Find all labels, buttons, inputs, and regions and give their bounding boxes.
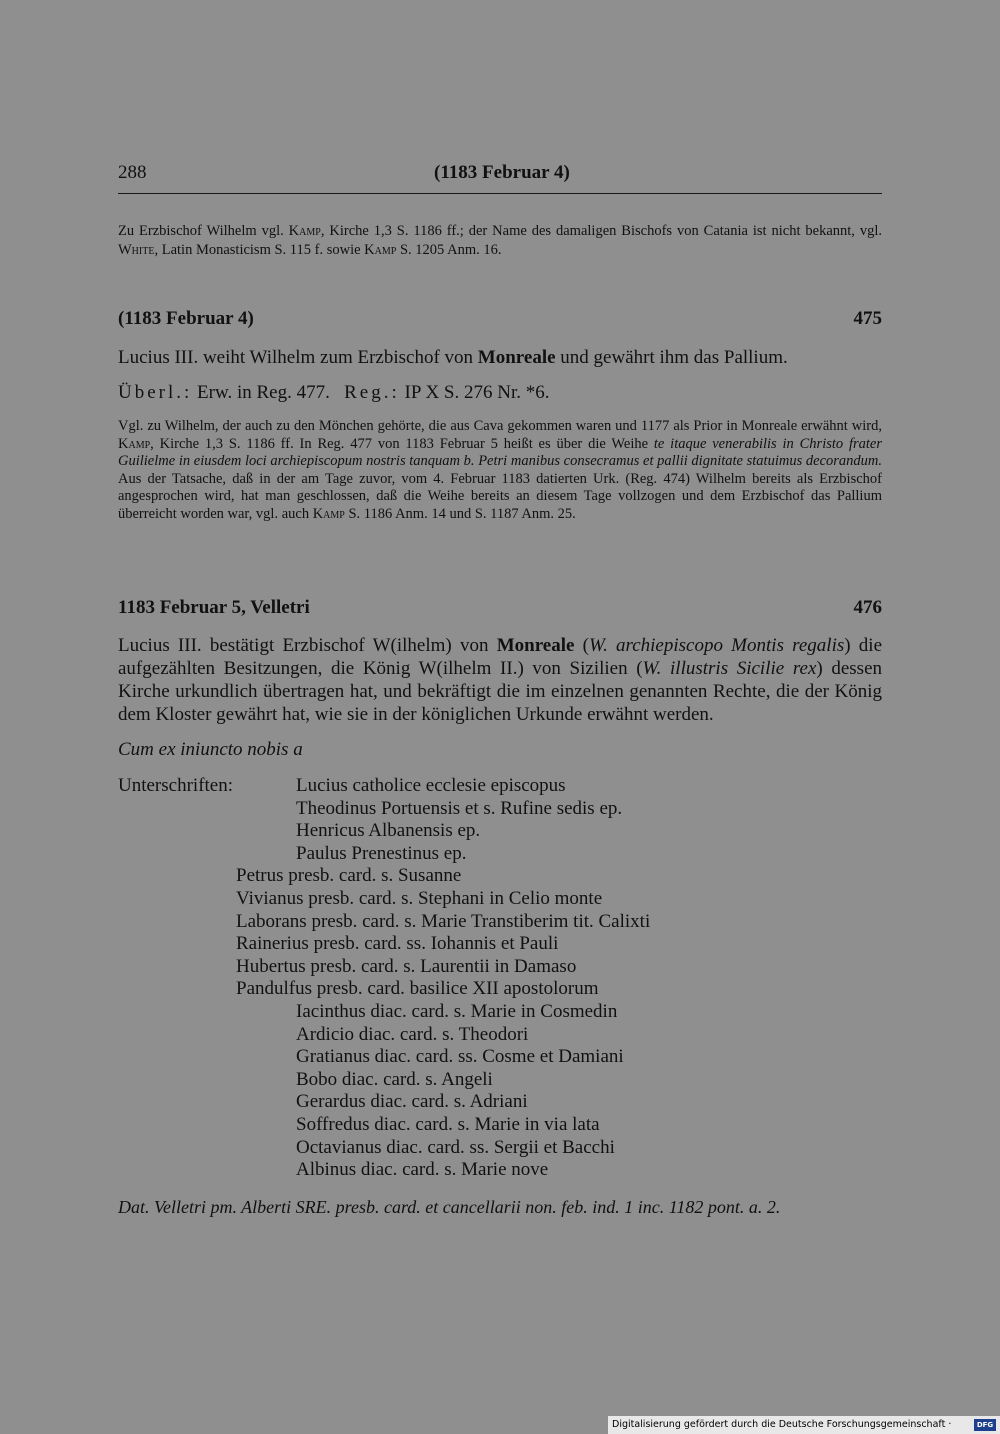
- header-rule: [118, 193, 882, 194]
- latin-quote: te itaque venerabilis in Christo frater Guilielme in eiusdem loci archiepiscopum nostris tanquam b. Petri manibus consecramus et pallii dignitate statuimus decorandum.: [118, 435, 883, 470]
- author-kamp: Kamp: [288, 223, 321, 239]
- author-kamp: Kamp: [118, 435, 151, 452]
- signature-line: Theodinus Portuensis et s. Rufine sedis ep.: [296, 797, 623, 819]
- reg-label: Reg.:: [344, 382, 400, 403]
- comment-text: Vgl. zu Wilhelm, der auch zu den Mönchen gehörte, die aus Cava gekommen waren und 1177 als Prior in Monreale erwähnt wird,: [118, 418, 882, 434]
- entry-475-commentary: [118, 418, 882, 524]
- reg-text: IP X S. 276 Nr. *6.: [399, 382, 550, 403]
- running-head: [118, 162, 882, 186]
- signature-line: Paulus Prenestinus ep.: [296, 842, 467, 864]
- summary-text: und gewährt ihm das Pallium.: [555, 347, 788, 368]
- author-kamp: Kamp: [364, 242, 397, 258]
- signature-line: Iacinthus diac. card. s. Marie in Cosmedin: [296, 1001, 618, 1022]
- uberl-text: Erw. in Reg. 477.: [192, 382, 345, 403]
- entry-476-heading: [118, 597, 882, 621]
- signatures-label: Unterschriften:: [118, 775, 234, 796]
- dfg-logo-icon: DFG: [974, 1419, 996, 1431]
- entry-number: 475: [853, 308, 882, 329]
- signature-line: Vivianus presb. card. s. Stephani in Celio monte: [236, 888, 603, 909]
- entry-476-summary: [118, 634, 882, 726]
- footer-text: Digitalisierung gefördert durch die Deutsche Forschungsgemeinschaft ·: [612, 1419, 952, 1430]
- comment-text: , Kirche 1,3 S. 1186 ff. In Reg. 477 von 1183 Februar 5 heißt es über die Weihe: [150, 435, 654, 452]
- signature-line: Soffredus diac. card. s. Marie in via lata: [296, 1114, 600, 1135]
- note-text: , Kirche 1,3 S. 1186 ff.; der Name des damaligen Bischofs von Catania ist nicht bekannt, vgl.: [320, 223, 882, 239]
- summary-text: (: [574, 635, 589, 656]
- summary-text: ) die aufgezählten Besitzungen, die König W(ilhelm II.) von Sizilien (: [118, 635, 882, 679]
- summary-text: Lucius III. weiht Wilhelm zum Erzbischof von: [118, 347, 478, 368]
- note-text: S. 1205 Anm. 16.: [396, 242, 502, 258]
- entry-date: 1183 Februar 5, Velletri: [118, 597, 310, 618]
- comment-text: Aus der Tatsache, daß in der am Tage zuvor, vom 4. Februar 1183 datierten Urk. (Reg. 474) Wilhelm bereits als Erzbischof angesprochen wird, hat man geschlossen, daß die Weihe bereits an diesem Tage vollzogen und dem Erzbischof das Pallium überreicht worden war, vgl. auch: [118, 470, 882, 522]
- dating-clause: Dat. Velletri pm. Alberti SRE. presb. card. et cancellarii non. feb. ind. 1 inc. 1182 pont. a. 2.: [118, 1197, 781, 1217]
- summary-text: Lucius III. bestätigt Erzbischof W(ilhelm) von: [118, 635, 497, 656]
- latin-phrase: W. archiepiscopo Montis regalis: [588, 635, 845, 656]
- signature-line: Octavianus diac. card. ss. Sergii et Bacchi: [296, 1136, 615, 1158]
- incipit: Cum ex iniuncto nobis a: [118, 739, 303, 760]
- entry-number: 476: [853, 597, 882, 618]
- signature-line: Petrus presb. card. s. Susanne: [236, 865, 462, 887]
- signature-line: Gratianus diac. card. ss. Cosme et Damiani: [296, 1046, 624, 1068]
- latin-phrase: W. illustris Sicilie rex: [642, 658, 817, 679]
- entry-475-heading: [118, 308, 882, 332]
- signature-line: Ardicio diac. card. s. Theodori: [296, 1023, 529, 1045]
- signature-line: Henricus Albanensis ep.: [296, 820, 481, 842]
- author-kamp: Kamp: [312, 505, 345, 522]
- entry-475-summary: [118, 346, 882, 369]
- entry-475-tradition: [118, 381, 882, 404]
- signature-line: Rainerius presb. card. ss. Iohannis et Pauli: [236, 933, 559, 955]
- signature-line: Albinus diac. card. s. Marie nove: [296, 1159, 549, 1181]
- running-title: (1183 Februar 4): [434, 162, 570, 183]
- signature-line: Gerardus diac. card. s. Adriani: [296, 1091, 528, 1113]
- summary-text: ) dessen Kirche urkundlich übertragen hat, und bekräftigt die im einzelnen genannten Rechte, die der König dem Kloster gewährt hat, wie sie in der königlichen Urkunde erwähnt werden.: [118, 658, 883, 725]
- uberl-label: Überl.:: [118, 382, 193, 403]
- signature-line: Hubertus presb. card. s. Laurentii in Damaso: [236, 955, 577, 977]
- entry-date: (1183 Februar 4): [118, 308, 254, 329]
- signature-line: Bobo diac. card. s. Angeli: [296, 1068, 493, 1090]
- signature-line: Pandulfus presb. card. basilice XII apostolorum: [236, 978, 599, 1000]
- author-white: White: [118, 242, 155, 258]
- note-text: Zu Erzbischof Wilhelm vgl.: [118, 223, 289, 239]
- dfg-footer: [608, 1416, 1000, 1434]
- place-name: Monreale: [477, 347, 556, 368]
- signature-line: Lucius catholice ecclesie episcopus: [296, 775, 566, 796]
- signature-line: Laborans presb. card. s. Marie Transtiberim tit. Calixti: [236, 910, 651, 932]
- top-note: [118, 222, 882, 260]
- comment-text: S. 1186 Anm. 14 und S. 1187 Anm. 25.: [344, 505, 576, 522]
- page-number: 288: [118, 162, 147, 183]
- place-name: Monreale: [496, 635, 575, 656]
- note-text: , Latin Monasticism S. 115 f. sowie: [154, 242, 365, 258]
